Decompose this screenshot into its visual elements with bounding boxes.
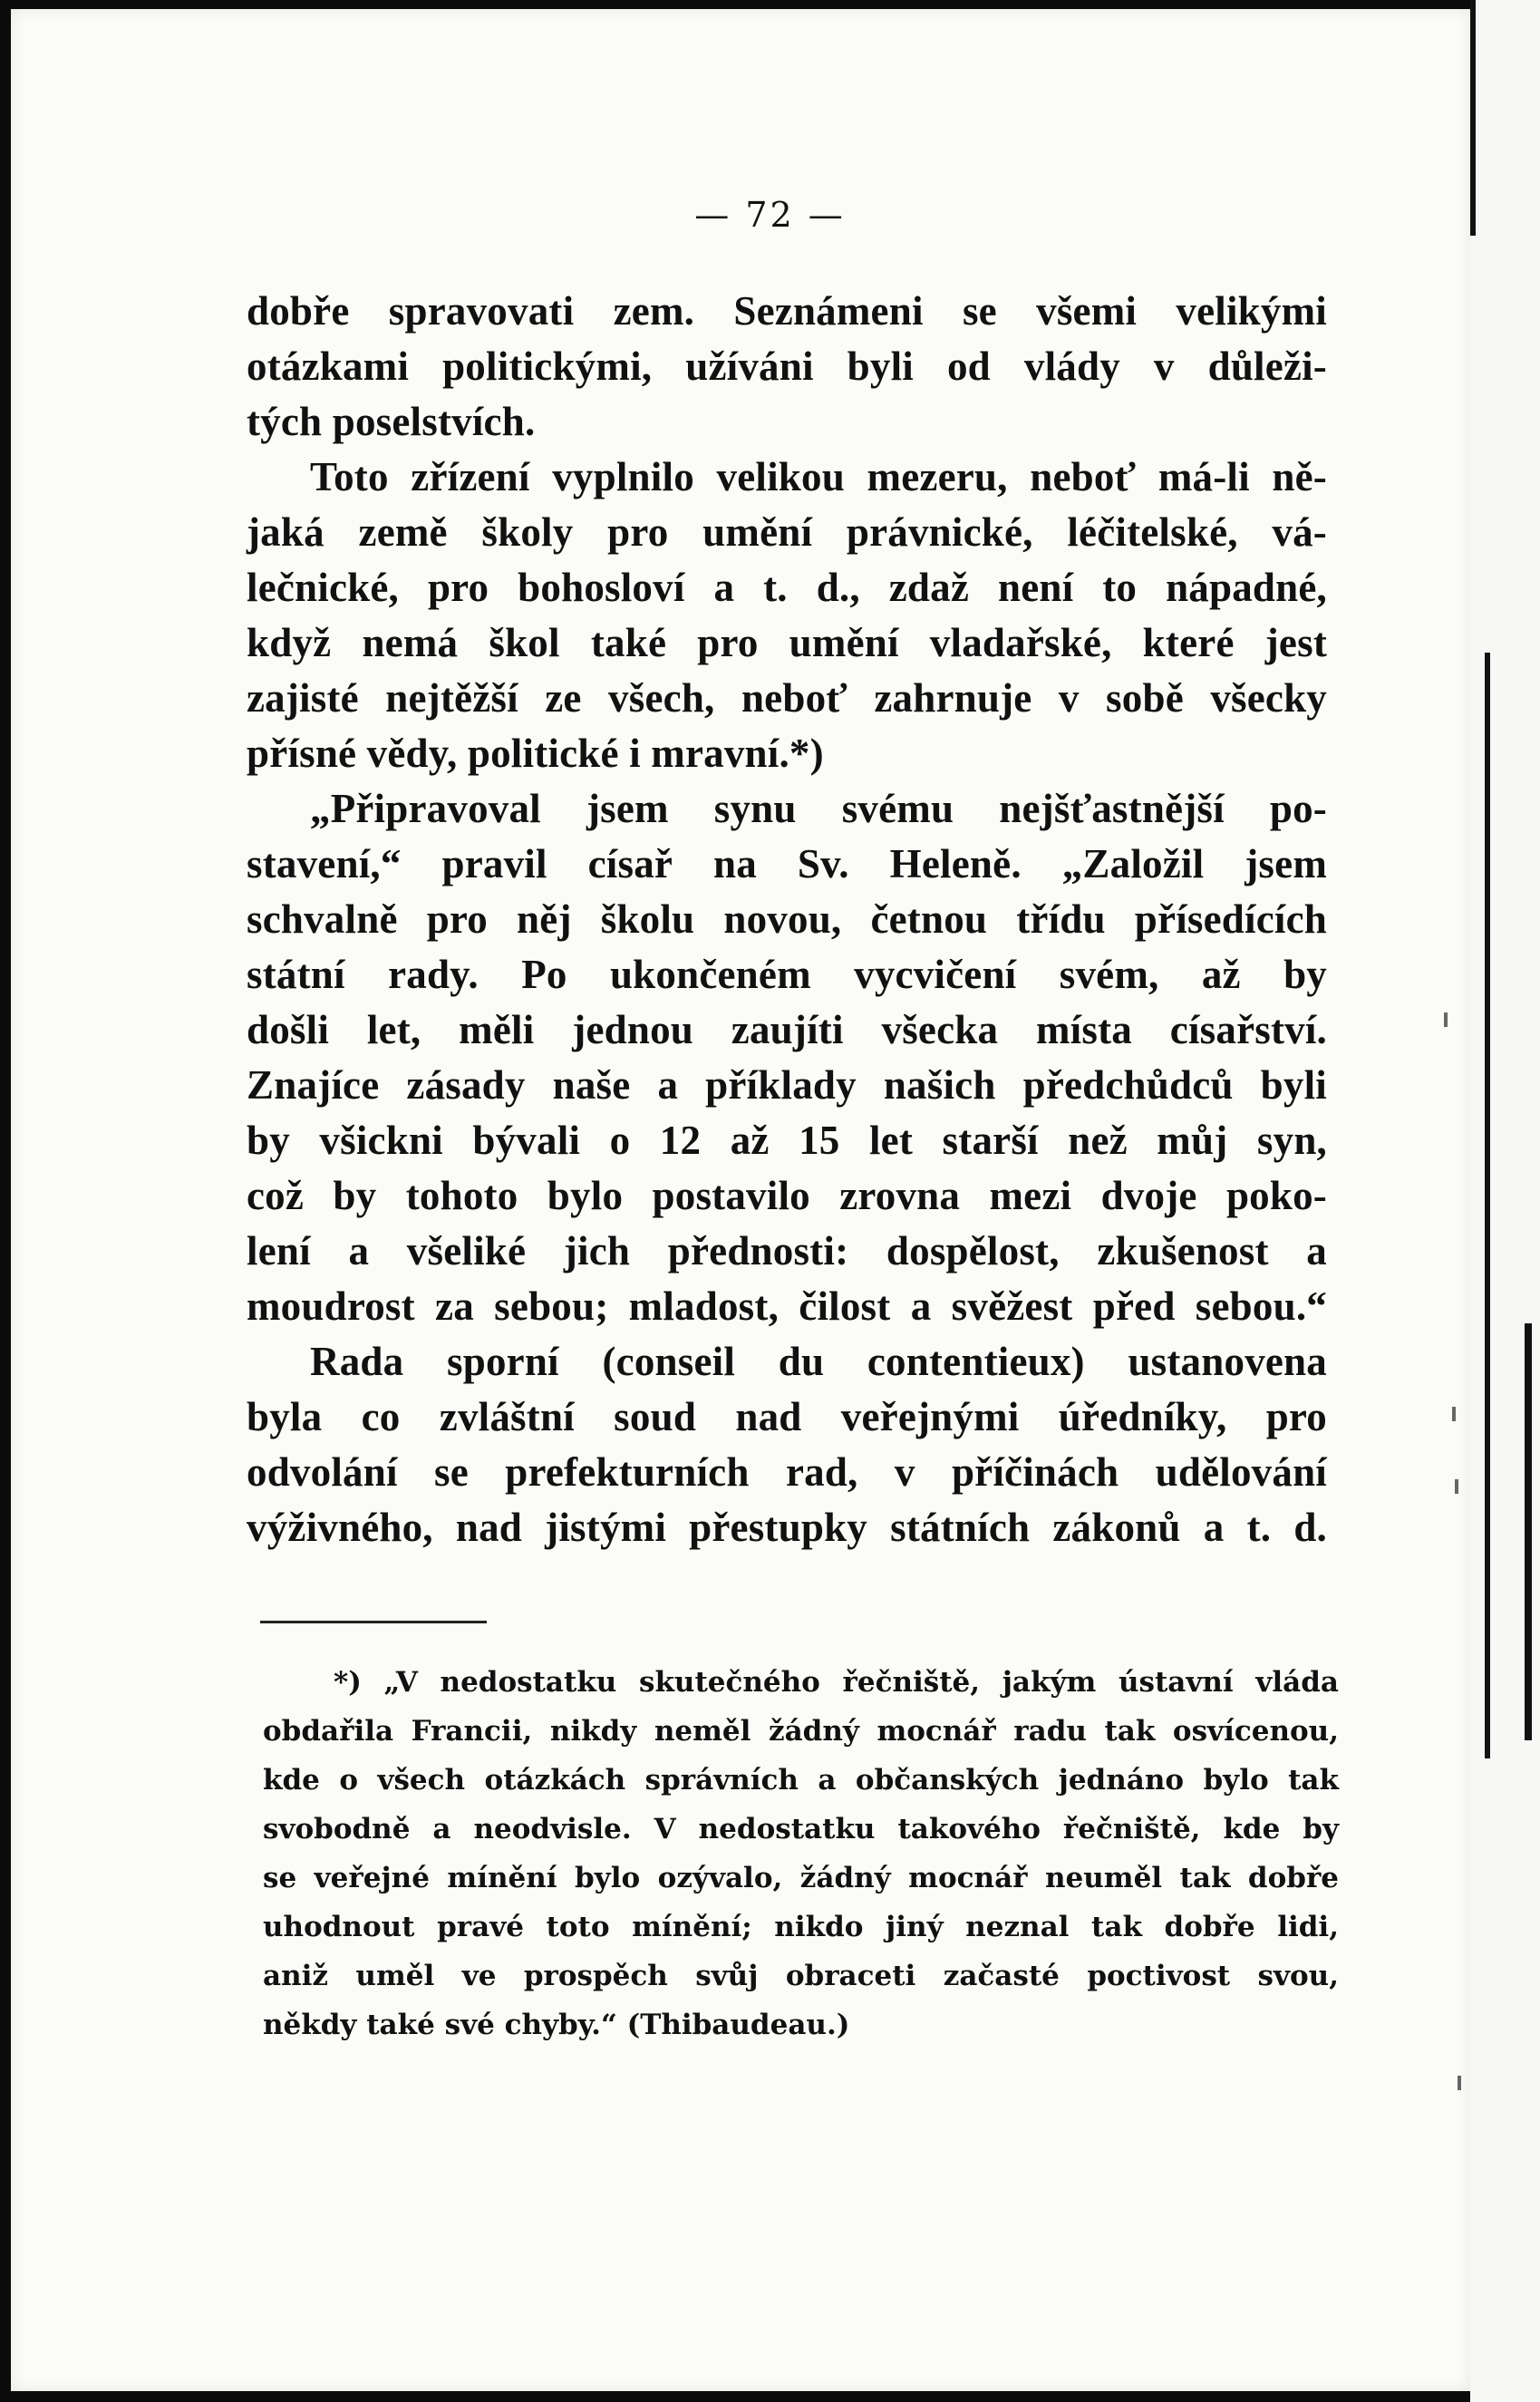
footnote-line: *) „V nedostatku skutečného řečniště, jakým ústavní vláda	[334, 1666, 1339, 1699]
body-line: dobře spravovati zem. Seznámeni se všemi velikými	[247, 288, 1327, 334]
body-line: Znajíce zásady naše a příklady našich předchůdců byli	[247, 1062, 1327, 1108]
body-line: zajisté nejtěžší ze všech, neboť zahrnuje v sobě všecky	[247, 675, 1327, 721]
body-line: otázkami politickými, užíváni byli od vlády v důleži-	[247, 344, 1327, 389]
body-line: když nemá škol také pro umění vladařské, které jest	[247, 620, 1327, 665]
margin-mark	[1458, 2076, 1461, 2090]
body-line: tých poselstvích.	[247, 399, 536, 444]
body-line: schvalně pro něj školu novou, četnou třídu přísedících	[247, 896, 1327, 942]
body-line: lení a všeliké jich přednosti: dospělost, zkušenost a	[247, 1228, 1327, 1274]
footnote-line: kde o všech otázkách správních a občanských jednáno bylo tak	[263, 1764, 1339, 1797]
body-line: výživného, nad jistými přestupky státních zákonů a t. d.	[247, 1505, 1327, 1550]
body-line: „Připravoval jsem synu svému nejšťastnější po-	[310, 786, 1327, 831]
footnote-divider	[260, 1621, 487, 1623]
margin-mark	[1452, 1407, 1456, 1421]
body-line: došli let, měli jednou zaujíti všecka místa císařství.	[247, 1007, 1327, 1052]
body-line: přísné vědy, politické i mravní.*)	[247, 731, 824, 776]
body-line: Rada sporní (conseil du contentieux) ustanovena	[310, 1339, 1327, 1384]
margin-mark	[1455, 1479, 1458, 1494]
body-line: lečnické, pro bohosloví a t. d., zdaž není to nápadné,	[247, 565, 1327, 610]
margin-mark	[1444, 1012, 1448, 1027]
body-line: moudrost za sebou; mladost, čilost a svěžest před sebou.“	[247, 1283, 1327, 1329]
body-line: což by tohoto bylo postavilo zrovna mezi dvoje poko-	[247, 1173, 1327, 1218]
main-body-text	[247, 284, 1327, 1555]
footnote-line: se veřejné mínění bylo ozývalo, žádný mocnář neuměl tak dobře	[263, 1862, 1339, 1894]
body-line: jaká země školy pro umění právnické, léčitelské, vá-	[247, 509, 1327, 555]
body-line: státní rady. Po ukončeném vycvičení svém, až by	[247, 952, 1327, 997]
book-binding-edge-lower	[1525, 1323, 1532, 1740]
body-line: Toto zřízení vyplnilo velikou mezeru, neboť má-li ně-	[310, 454, 1327, 499]
body-line: by všickni bývali o 12 až 15 let starší než můj syn,	[247, 1118, 1327, 1163]
footnote-text	[263, 1658, 1339, 2049]
footnote-line: někdy také své chyby.“ (Thibaudeau.)	[263, 2009, 850, 2041]
footnote-line: aniž uměl ve prospěch svůj obraceti začasté poctivost svou,	[263, 1960, 1339, 1992]
body-line: odvolání se prefekturních rad, v příčinách udělování	[247, 1449, 1327, 1495]
body-line: stavení,“ pravil císař na Sv. Heleně. „Založil jsem	[247, 841, 1327, 886]
book-binding-edge-middle	[1485, 653, 1490, 1758]
footnote-line: uhodnout pravé toto mínění; nikdo jiný neznal tak dobře lidi,	[263, 1911, 1339, 1943]
body-line: byla co zvláštní soud nad veřejnými úředníky, pro	[247, 1394, 1327, 1439]
footnote-line: svobodně a neodvisle. V nedostatku takového řečniště, kde by	[263, 1813, 1339, 1845]
footnote-line: obdařila Francii, nikdy neměl žádný mocnář radu tak osvícenou,	[263, 1715, 1339, 1748]
adjacent-page-margin	[1470, 0, 1540, 2402]
page-number: — 72 —	[694, 195, 846, 235]
